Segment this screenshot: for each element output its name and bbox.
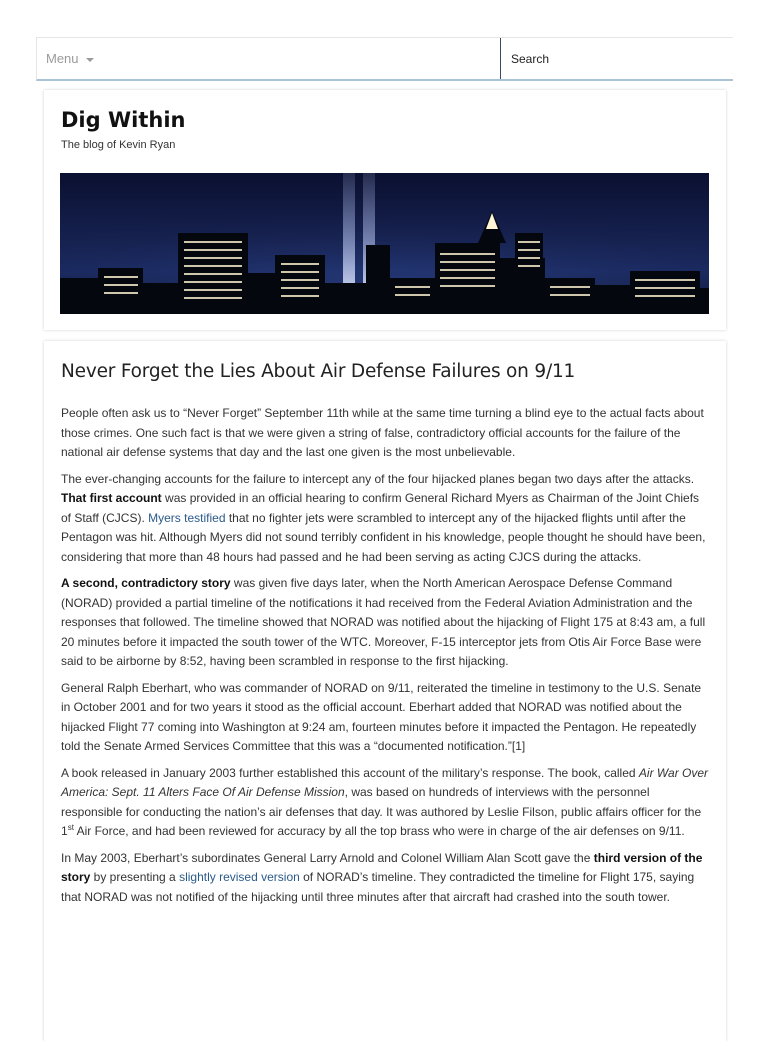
superscript: st [67,823,74,832]
text-span: , was based on hundreds of interviews with the personnel responsible for conducting the nation’s air defenses that day. It was authored by Leslie Filson, public affairs officer for the 1 [61,785,702,838]
bold-text: A second, contradictory story [61,576,231,590]
text-span: was given five days later, when the North American Aerospace Defense Command (NORAD) provided a partial timeline of the notifications it had received from the Federal Aviation Administration and the responses that followed. The timeline showed that NORAD was notified about the hijacking of Flight 175 at 8:43 am, a full 20 minutes before it impacted the south tower of the WTC. Moreover, F-15 interceptor jets from Otis Air Force Base were said to be airborne by 8:52, having been scrambled in response to the first hijacking. [61,576,706,668]
text-span: In May 2003, Eberhart’s subordinates General Larry Arnold and Colonel William Alan Scott gave the [61,850,594,865]
paragraph-3 [61,574,709,672]
paragraph-4: General Ralph Eberhart, who was commander of NORAD on 9/11, reiterated the timeline in testimony to the U.S. Senate in October 2001 and for two years it stood as the official account. Eberhart added that NORAD was notified about the hijacked Flight 77 coming into Washington at 9:24 am, fourteen minutes before it impacted the Pentagon. He repeatedly told the Senate Armed Services Committee that this was a “documented notification.”[1] [61,680,702,753]
paragraph-1: People often ask us to “Never Forget” September 11th while at the same time turning a blind eye to the actual facts about those crimes. One such fact is that we were given a string of false, contradictory official accounts for the failure of the national air defense systems that day and the last one given is the most unbelievable. [61,406,704,459]
text-span: Air Force, and had been reviewed for accuracy by all the top brass who were in charge of the air defenses on 9/11. [73,824,685,838]
paragraph-5 [61,764,709,842]
bold-text: third version of the story [61,850,703,884]
site-header [44,90,726,330]
paragraph-2 [61,470,709,568]
site-title[interactable]: Dig Within [61,108,186,132]
search-input[interactable] [509,51,733,67]
text-span: was provided in an official hearing to confirm General Richard Myers as Chairman of the Joint Chiefs of Staff (CJCS). [61,491,700,525]
city-skyline-graphic [60,173,709,314]
paragraph-6 [61,849,709,908]
top-nav [36,37,733,81]
menu-label: Menu [46,51,79,66]
article [44,341,726,1041]
text-span: that no fighter jets were scrambled to intercept any of the hijacked flights until after the Pentagon was hit. Although Myers did not sound terribly confident in his knowledge, people thought he should have been, considering that more than 48 hours had passed and he had been serving as acting CJCS during the attacks. [61,510,706,564]
article-title[interactable]: Never Forget the Lies About Air Defense Failures on 9/11 [61,361,576,382]
myers-testified-link[interactable]: Myers testified [148,510,226,525]
search-container [500,38,733,79]
book-title: Air War Over America: Sept. 11 Alters Face Of Air Defense Mission [61,765,709,799]
text-span: by presenting a [90,870,180,884]
menu-button[interactable] [37,38,500,79]
text-span: of NORAD’s timeline. They contradicted the timeline for Flight 175, saying that NORAD was not notified of the hijacking until three minutes after that aircraft had crashed into the south tower. [61,870,695,904]
text-span: The ever-changing accounts for the failure to intercept any of the four hijacked planes began two days after the attacks. [61,471,695,486]
site-tagline: The blog of Kevin Ryan [61,139,176,151]
header-banner-image [60,173,709,314]
caret-down-icon [86,58,94,62]
article-body [61,404,709,914]
text-span: A book released in January 2003 further established this account of the military’s response. The book, called [61,765,639,780]
revised-version-link[interactable]: slightly revised version [179,870,300,884]
bold-text: That first account [61,491,162,505]
